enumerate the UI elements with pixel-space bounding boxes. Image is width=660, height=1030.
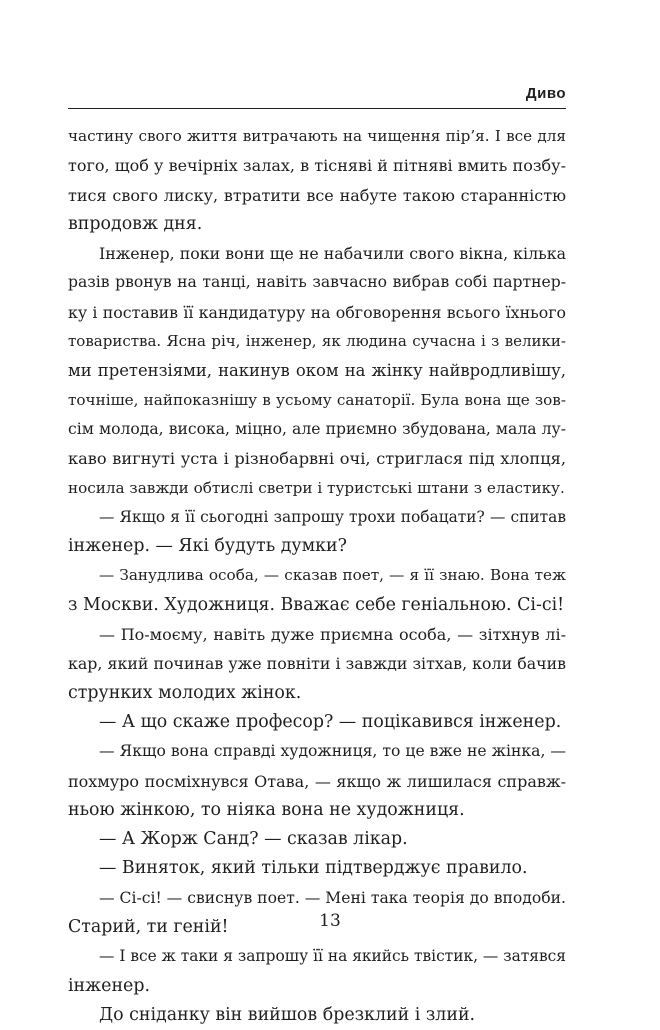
text-line: товариства. Ясна річ, інженер, як людина сучасна і з велики-	[68, 332, 566, 351]
text-line: — А що скаже професор? — поцікавився інженер.	[99, 711, 562, 732]
header-rule	[68, 108, 566, 109]
text-line: — І все ж таки я запрошу її на якийсь твістик, — затявся	[99, 947, 566, 966]
text-line: разів рвонув на танці, навіть завчасно вибрав собі партнер-	[68, 273, 566, 292]
text-line: — А Жорж Санд? — сказав лікар.	[99, 829, 408, 850]
text-line: — Якщо я її сьогодні запрошу трохи побацати? — спитав	[99, 507, 566, 526]
text-line: носила завжди обтислі светри і туристські штани з еластику.	[68, 478, 565, 497]
text-line: точніше, найпоказнішу в усьому санаторії. Була вона ще зов-	[68, 390, 566, 409]
text-line: Інженер, поки вони ще не набачили свого вікна, кілька	[99, 244, 566, 264]
text-line: ньою жінкою, то ніяка вона не художниця.	[68, 799, 465, 820]
text-line: похмуро посміхнувся Отава, — якщо ж лишилася справж-	[68, 771, 566, 791]
text-line: кар, який починав уже повніти і завжди зітхав, коли бачив	[68, 654, 566, 674]
text-line: з Москви. Художниця. Вважає себе геніальною. Сі-сі!	[68, 594, 565, 615]
text-line: струнких молодих жінок.	[68, 682, 302, 703]
body-text	[68, 122, 566, 1030]
text-line: впродовж дня.	[68, 213, 203, 234]
text-line: частину свого життя витрачають на чищення пір’я. І все для	[68, 127, 566, 145]
text-line: Старий, ти геній!	[68, 917, 229, 938]
text-line: До сніданку він вийшов брезклий і злий.	[99, 1004, 476, 1025]
text-line: — Виняток, який тільки підтверджує правило.	[99, 858, 528, 879]
text-line: ми претензіями, накинув оком на жінку найвродливішу,	[68, 361, 566, 381]
text-line: ку і поставив її кандидатуру на обговорення всього їхнього	[68, 302, 566, 322]
text-line: інженер. — Які будуть думки?	[68, 536, 347, 557]
text-line: тися свого лиску, втратити все набуте такою старанністю	[68, 185, 566, 205]
text-line: того, щоб у вечірніх залах, в тісняві й пітняві вмить позбу-	[68, 156, 566, 176]
running-title: Диво	[525, 85, 566, 102]
page-number: 13	[319, 911, 341, 931]
text-line: — Занудлива особа, — сказав поет, — я її знаю. Вона теж	[99, 566, 566, 585]
text-line: інженер.	[68, 975, 150, 996]
text-line: каво вигнуті уста і різнобарвні очі, стриглася під хлопця,	[68, 449, 566, 469]
text-line: — По-моєму, навіть дуже приємна особа, — зітхнув лі-	[99, 625, 566, 645]
text-line: — Якщо вона справді художниця, то це вже не жінка, —	[99, 742, 566, 761]
text-line: — Сі-сі! — свиснув поет. — Мені така теорія до вподоби.	[99, 888, 566, 907]
text-line: сім молода, висока, міцно, але приємно збудована, мала лу-	[68, 419, 566, 438]
